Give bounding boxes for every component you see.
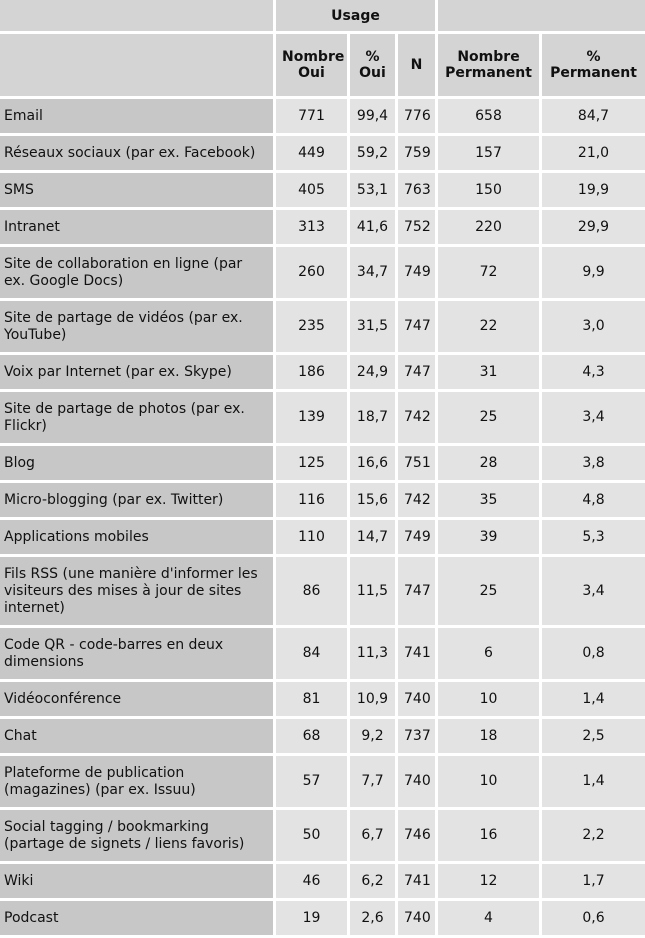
- table-row: [0, 483, 645, 517]
- cell-pct-oui: 34,7: [350, 247, 395, 298]
- cell-nombre-permanent: 6: [438, 628, 539, 679]
- cell-nombre-permanent: 25: [438, 557, 539, 625]
- row-label: Vidéoconférence: [0, 682, 273, 716]
- cell-n: 759: [398, 136, 435, 170]
- row-label: Micro-blogging (par ex. Twitter): [0, 483, 273, 517]
- cell-pct-oui: 41,6: [350, 210, 395, 244]
- cell-pct-permanent: 19,9: [542, 173, 645, 207]
- cell-nombre-permanent: 72: [438, 247, 539, 298]
- cell-n: 741: [398, 628, 435, 679]
- cell-pct-permanent: 21,0: [542, 136, 645, 170]
- row-label: Fils RSS (une manière d'informer les visiteurs des mises à jour de sites internet): [0, 557, 273, 625]
- cell-pct-oui: 24,9: [350, 355, 395, 389]
- table-row: [0, 756, 645, 807]
- cell-pct-permanent: 4,3: [542, 355, 645, 389]
- cell-pct-oui: 7,7: [350, 756, 395, 807]
- corner-header-cell: [0, 0, 273, 31]
- table-row: [0, 864, 645, 898]
- cell-n: 751: [398, 446, 435, 480]
- row-label: Chat: [0, 719, 273, 753]
- cell-nombre-oui: 405: [276, 173, 347, 207]
- cell-nombre-oui: 57: [276, 756, 347, 807]
- table-row: [0, 682, 645, 716]
- row-label: Site de partage de vidéos (par ex. YouTube): [0, 301, 273, 352]
- cell-nombre-oui: 125: [276, 446, 347, 480]
- table-row: [0, 355, 645, 389]
- cell-nombre-permanent: 22: [438, 301, 539, 352]
- cell-pct-permanent: 29,9: [542, 210, 645, 244]
- col-header-n: N: [398, 34, 435, 96]
- cell-pct-oui: 10,9: [350, 682, 395, 716]
- cell-nombre-oui: 110: [276, 520, 347, 554]
- cell-pct-oui: 18,7: [350, 392, 395, 443]
- cell-nombre-oui: 186: [276, 355, 347, 389]
- cell-pct-permanent: 3,4: [542, 392, 645, 443]
- row-label: Site de collaboration en ligne (par ex. Google Docs): [0, 247, 273, 298]
- cell-pct-oui: 6,2: [350, 864, 395, 898]
- table-row: [0, 901, 645, 935]
- cell-pct-oui: 16,6: [350, 446, 395, 480]
- table-row: [0, 247, 645, 298]
- cell-pct-oui: 14,7: [350, 520, 395, 554]
- cell-nombre-permanent: 150: [438, 173, 539, 207]
- cell-nombre-oui: 19: [276, 901, 347, 935]
- table-row: [0, 99, 645, 133]
- cell-n: 742: [398, 483, 435, 517]
- cell-pct-permanent: 2,2: [542, 810, 645, 861]
- row-label: Plateforme de publication (magazines) (par ex. Issuu): [0, 756, 273, 807]
- row-label: Réseaux sociaux (par ex. Facebook): [0, 136, 273, 170]
- cell-pct-oui: 53,1: [350, 173, 395, 207]
- cell-pct-permanent: 1,4: [542, 756, 645, 807]
- col-header-pct-oui: % Oui: [350, 34, 395, 96]
- cell-nombre-permanent: 12: [438, 864, 539, 898]
- cell-nombre-permanent: 10: [438, 756, 539, 807]
- cell-pct-permanent: 4,8: [542, 483, 645, 517]
- row-label: SMS: [0, 173, 273, 207]
- col-header-nombre-permanent: Nombre Permanent: [438, 34, 539, 96]
- cell-n: 742: [398, 392, 435, 443]
- cell-n: 752: [398, 210, 435, 244]
- cell-nombre-permanent: 39: [438, 520, 539, 554]
- cell-pct-permanent: 3,0: [542, 301, 645, 352]
- cell-n: 747: [398, 557, 435, 625]
- table-row: [0, 392, 645, 443]
- cell-pct-permanent: 3,4: [542, 557, 645, 625]
- table-row: [0, 628, 645, 679]
- cell-nombre-permanent: 35: [438, 483, 539, 517]
- cell-nombre-oui: 139: [276, 392, 347, 443]
- cell-pct-oui: 6,7: [350, 810, 395, 861]
- cell-nombre-permanent: 16: [438, 810, 539, 861]
- row-label: Site de partage de photos (par ex. Flickr): [0, 392, 273, 443]
- cell-nombre-permanent: 25: [438, 392, 539, 443]
- row-label: Voix par Internet (par ex. Skype): [0, 355, 273, 389]
- cell-nombre-permanent: 157: [438, 136, 539, 170]
- cell-nombre-permanent: 31: [438, 355, 539, 389]
- cell-nombre-oui: 313: [276, 210, 347, 244]
- cell-nombre-oui: 235: [276, 301, 347, 352]
- cell-n: 740: [398, 756, 435, 807]
- usage-group-header: Usage: [276, 0, 435, 31]
- table-row: [0, 719, 645, 753]
- cell-nombre-oui: 50: [276, 810, 347, 861]
- table-row: [0, 557, 645, 625]
- table-row: [0, 173, 645, 207]
- cell-pct-oui: 2,6: [350, 901, 395, 935]
- table-row: [0, 446, 645, 480]
- cell-n: 741: [398, 864, 435, 898]
- cell-nombre-oui: 771: [276, 99, 347, 133]
- cell-n: 740: [398, 901, 435, 935]
- cell-n: 747: [398, 301, 435, 352]
- cell-pct-permanent: 84,7: [542, 99, 645, 133]
- cell-n: 749: [398, 247, 435, 298]
- row-label: Email: [0, 99, 273, 133]
- table-row: [0, 136, 645, 170]
- cell-n: 746: [398, 810, 435, 861]
- cell-pct-oui: 31,5: [350, 301, 395, 352]
- cell-n: 747: [398, 355, 435, 389]
- cell-nombre-oui: 46: [276, 864, 347, 898]
- cell-pct-permanent: 1,4: [542, 682, 645, 716]
- row-label: Social tagging / bookmarking (partage de signets / liens favoris): [0, 810, 273, 861]
- cell-pct-oui: 11,5: [350, 557, 395, 625]
- cell-pct-oui: 99,4: [350, 99, 395, 133]
- cell-pct-permanent: 5,3: [542, 520, 645, 554]
- cell-pct-permanent: 0,8: [542, 628, 645, 679]
- row-label: Wiki: [0, 864, 273, 898]
- permanent-group-header: [438, 0, 645, 31]
- row-label: Podcast: [0, 901, 273, 935]
- row-label: Intranet: [0, 210, 273, 244]
- row-label: Code QR - code-barres en deux dimensions: [0, 628, 273, 679]
- row-label: Blog: [0, 446, 273, 480]
- cell-n: 749: [398, 520, 435, 554]
- cell-n: 737: [398, 719, 435, 753]
- table-row: [0, 301, 645, 352]
- cell-nombre-permanent: 658: [438, 99, 539, 133]
- table-row: [0, 810, 645, 861]
- cell-nombre-oui: 86: [276, 557, 347, 625]
- label-column-header: [0, 34, 273, 96]
- cell-nombre-permanent: 18: [438, 719, 539, 753]
- cell-n: 740: [398, 682, 435, 716]
- cell-nombre-oui: 449: [276, 136, 347, 170]
- cell-nombre-permanent: 220: [438, 210, 539, 244]
- row-label: Applications mobiles: [0, 520, 273, 554]
- cell-pct-permanent: 0,6: [542, 901, 645, 935]
- cell-n: 776: [398, 99, 435, 133]
- cell-pct-permanent: 1,7: [542, 864, 645, 898]
- cell-nombre-permanent: 28: [438, 446, 539, 480]
- cell-pct-permanent: 3,8: [542, 446, 645, 480]
- cell-nombre-oui: 68: [276, 719, 347, 753]
- cell-pct-oui: 9,2: [350, 719, 395, 753]
- cell-pct-oui: 11,3: [350, 628, 395, 679]
- col-header-nombre-oui: Nombre Oui: [276, 34, 347, 96]
- cell-pct-permanent: 9,9: [542, 247, 645, 298]
- cell-n: 763: [398, 173, 435, 207]
- cell-nombre-permanent: 4: [438, 901, 539, 935]
- cell-nombre-oui: 81: [276, 682, 347, 716]
- cell-nombre-oui: 260: [276, 247, 347, 298]
- cell-nombre-permanent: 10: [438, 682, 539, 716]
- cell-nombre-oui: 84: [276, 628, 347, 679]
- col-header-pct-permanent: % Permanent: [542, 34, 645, 96]
- table-row: [0, 520, 645, 554]
- cell-pct-permanent: 2,5: [542, 719, 645, 753]
- table-row: [0, 210, 645, 244]
- cell-pct-oui: 59,2: [350, 136, 395, 170]
- cell-pct-oui: 15,6: [350, 483, 395, 517]
- cell-nombre-oui: 116: [276, 483, 347, 517]
